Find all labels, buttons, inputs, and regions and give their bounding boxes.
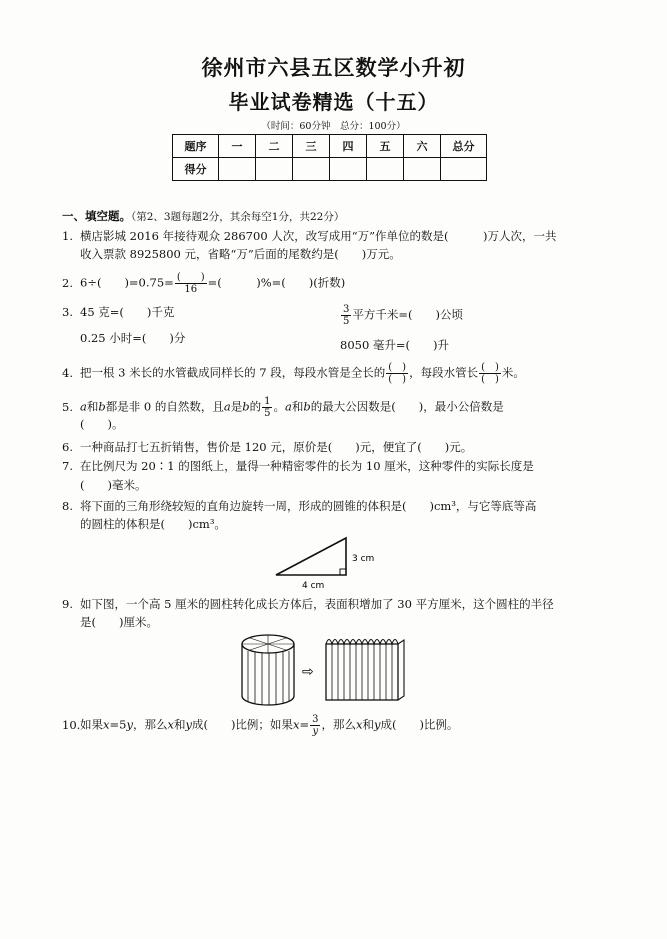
question-text: 把一根 3 米长的水管截成同样长的 7 段，每段水管是全长的 xyxy=(80,365,386,380)
question-text: 平方千米=( )公顷 xyxy=(352,307,463,322)
question-5 xyxy=(62,396,504,419)
variable: x xyxy=(292,717,300,732)
fraction-denominator: ( ) xyxy=(388,374,407,385)
question-text: 是 xyxy=(230,399,243,414)
variable: x xyxy=(355,717,363,732)
question-3-part-d: 8050 毫升=( )升 xyxy=(340,338,450,352)
question-8 xyxy=(62,498,536,514)
fraction-denominator: y xyxy=(312,726,319,737)
score-table-cell: 三 xyxy=(293,135,330,158)
fraction-numerator: 3 xyxy=(312,714,319,725)
fraction-denominator: 5 xyxy=(343,316,350,327)
question-text: 。 xyxy=(273,399,285,414)
score-input-cell[interactable] xyxy=(404,158,441,181)
section-title: 一、填空题。 xyxy=(62,209,131,223)
question-text: 和 xyxy=(291,399,304,414)
fraction xyxy=(310,714,320,737)
fraction xyxy=(479,362,501,385)
score-table-cell: 总分 xyxy=(441,135,487,158)
question-number: 5. xyxy=(62,399,73,414)
variable: y xyxy=(373,717,381,732)
question-text: 一种商品打七五折销售，售价是 120 元，原价是( )元，便宜了( )元。 xyxy=(80,440,473,454)
score-table-cell: 题序 xyxy=(173,135,219,158)
score-table-cell: 四 xyxy=(330,135,367,158)
question-text: 如下图，一个高 5 厘米的圆柱转化成长方体后，表面积增加了 30 平方厘米，这个圆柱的半径 xyxy=(80,597,554,611)
question-number: 10. xyxy=(62,717,81,732)
score-table-cell: 六 xyxy=(404,135,441,158)
fraction xyxy=(386,362,408,385)
variable: a xyxy=(223,399,231,414)
variable: y xyxy=(185,717,192,732)
cuboid-figure xyxy=(326,640,404,701)
question-text: 在比例尺为 20∶1 的图纸上，量得一种精密零件的长为 10 厘米，这种零件的实际长度是 xyxy=(80,459,534,473)
cylinder-figure xyxy=(242,635,294,705)
right-triangle-figure xyxy=(268,530,398,592)
question-text: 的最大公因数是( )，最小公倍数是 xyxy=(310,399,504,414)
question-7 xyxy=(62,458,534,474)
variable: x xyxy=(167,717,174,732)
question-10 xyxy=(62,714,458,737)
question-9-line2: 是( )厘米。 xyxy=(80,615,158,629)
fraction-numerator: ( ) xyxy=(481,362,499,373)
question-text: 横店影城 2016 年接待观众 286700 人次，改写成用“万”作单位的数是( )万人次，一共 xyxy=(80,229,557,243)
exam-title: 徐州市六县五区数学小升初 xyxy=(201,56,466,80)
section-note: （第2、3题每题2分，其余每空1分，共22分） xyxy=(131,211,345,223)
score-input-cell[interactable] xyxy=(219,158,256,181)
transform-arrow-icon: ⇨ xyxy=(302,664,314,680)
score-input-cell[interactable] xyxy=(367,158,404,181)
question-text: ，那么 xyxy=(132,717,168,732)
exam-time-score: （时间：60分钟 总分：100分） xyxy=(261,121,406,132)
score-table-cell: 一 xyxy=(219,135,256,158)
question-7-line2: ( )毫米。 xyxy=(80,478,147,492)
question-1 xyxy=(62,228,557,244)
question-3-part-c xyxy=(340,304,463,327)
question-text: ，那么 xyxy=(321,717,356,732)
question-3-part-b: 0.25 小时=( )分 xyxy=(80,331,186,345)
question-text: 米。 xyxy=(501,365,525,380)
question-text: 成( )比例。 xyxy=(380,717,459,732)
fraction xyxy=(341,304,351,327)
question-text: 6÷( )=0.75= xyxy=(80,275,174,290)
fraction-denominator: 5 xyxy=(264,408,271,419)
question-text: =( )%=( )(折数) xyxy=(207,275,346,290)
question-4 xyxy=(62,362,525,385)
fraction-numerator: ( ) xyxy=(176,272,205,283)
question-number: 9. xyxy=(62,597,73,611)
cylinder-to-cuboid-figure xyxy=(232,630,422,710)
question-text: ，每段水管长 xyxy=(409,365,479,380)
question-text: 和 xyxy=(86,399,99,414)
question-text: =5 xyxy=(109,717,127,732)
score-table-cell: 五 xyxy=(367,135,404,158)
question-number: 2. xyxy=(62,275,73,290)
fraction xyxy=(175,272,207,295)
question-text: 和 xyxy=(362,717,374,732)
question-5-line2: ( )。 xyxy=(80,417,124,431)
variable: b xyxy=(303,399,311,414)
exam-subtitle-title: 毕业试卷精选（十五） xyxy=(228,90,439,114)
fraction-numerator: 1 xyxy=(264,396,271,407)
variable: a xyxy=(80,399,87,414)
variable: b xyxy=(242,399,250,414)
triangle-height-label: 3 cm xyxy=(352,554,375,564)
fraction xyxy=(262,396,272,419)
score-table-cell: 得分 xyxy=(173,158,219,181)
question-8-line2: 的圆柱的体积是( )cm³。 xyxy=(80,517,226,531)
score-table-header-row xyxy=(173,135,487,158)
question-number: 1. xyxy=(62,229,73,243)
question-6 xyxy=(62,439,472,455)
score-table-cell: 二 xyxy=(256,135,293,158)
variable: y xyxy=(126,717,133,732)
question-number: 6. xyxy=(62,440,73,454)
score-table xyxy=(172,134,487,181)
score-input-cell[interactable] xyxy=(441,158,487,181)
variable: x xyxy=(103,717,110,732)
score-table-score-row xyxy=(173,158,487,181)
question-text: 将下面的三角形绕较短的直角边旋转一周，形成的圆锥的体积是( )cm³，与它等底等高 xyxy=(80,499,537,513)
fraction-numerator: 3 xyxy=(343,304,350,315)
question-3 xyxy=(62,304,174,320)
score-input-cell[interactable] xyxy=(330,158,367,181)
fraction-numerator: ( ) xyxy=(388,362,407,373)
question-1-line2: 收入票款 8925800 元，省略“万”后面的尾数约是( )万元。 xyxy=(80,247,401,261)
question-text: = xyxy=(299,717,310,732)
score-input-cell[interactable] xyxy=(256,158,293,181)
question-number: 8. xyxy=(62,499,73,513)
question-text: 的 xyxy=(249,399,262,414)
question-text: 如果 xyxy=(80,717,103,732)
question-number: 4. xyxy=(62,365,73,380)
question-2 xyxy=(62,272,345,295)
question-text: 45 克=( )千克 xyxy=(80,305,175,319)
question-9 xyxy=(62,596,554,612)
variable: a xyxy=(284,399,292,414)
question-text: 都是非 0 的自然数，且 xyxy=(105,399,224,414)
variable: b xyxy=(98,399,106,414)
fraction-denominator: 16 xyxy=(184,284,198,295)
question-text: 成( )比例；如果 xyxy=(191,717,293,732)
score-input-cell[interactable] xyxy=(293,158,330,181)
fraction-denominator: ( ) xyxy=(481,374,499,385)
section-heading xyxy=(62,208,344,224)
question-number: 3. xyxy=(62,305,73,319)
question-number: 7. xyxy=(62,459,73,473)
triangle-base-label: 4 cm xyxy=(302,581,325,591)
question-text: 和 xyxy=(173,717,186,732)
